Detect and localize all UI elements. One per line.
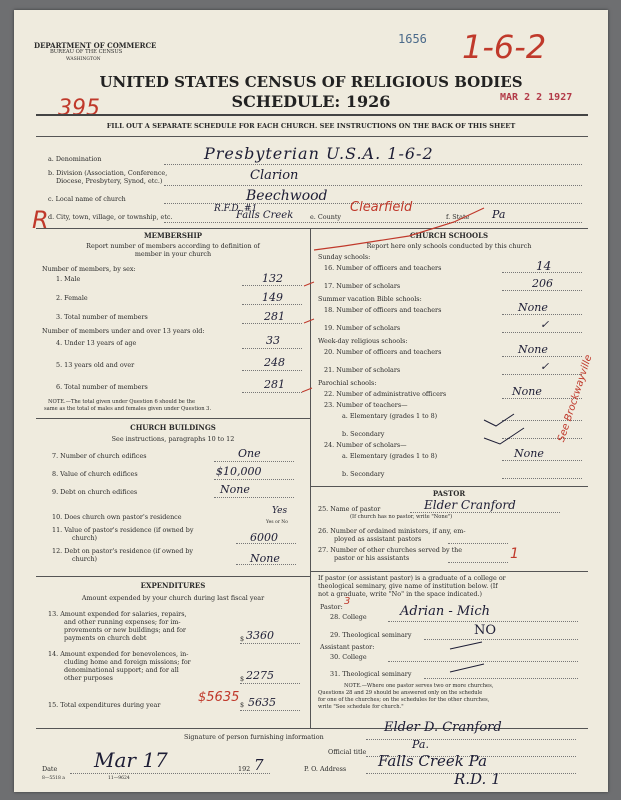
q7-value: One: [238, 447, 261, 460]
pastor-note-4: write "See schedule for church.": [318, 704, 404, 710]
q21-label: 21. Number of scholars: [324, 366, 401, 374]
q8-label: 8. Value of church edifices: [52, 470, 138, 478]
pencil-marks: [14, 10, 608, 792]
q20-label: 20. Number of officers and teachers: [324, 348, 442, 356]
city-label: d. City, town, village, or township, etc.: [48, 213, 173, 221]
year-prefix: 192: [238, 765, 251, 773]
stamp-number: 1656: [398, 32, 427, 46]
expenditures-intro: Amount expended by your church during last fiscal year: [81, 594, 265, 602]
membership-note-1: NOTE.—The total given under Question 6 should be the: [48, 399, 196, 405]
q25-sublabel: (If church has no pastor, write "None"): [350, 514, 453, 520]
q13-label-1: 13. Amount expended for salaries, repairs,: [48, 610, 187, 618]
weekday-schools-label: Week-day religious schools:: [318, 337, 408, 345]
q1-label: 1. Male: [56, 275, 81, 283]
q24-label: 24. Number of scholars—: [324, 441, 407, 449]
schools-heading: CHURCH SCHOOLS: [409, 231, 489, 240]
q15-label: 15. Total expenditures during year: [48, 701, 161, 709]
q14-label-4: other purposes: [64, 674, 113, 682]
q30-label: 30. College: [330, 653, 367, 661]
q13-label-3: provements or new buildings; and for: [64, 626, 186, 634]
q14-label-2: cluding home and foreign missions; for: [64, 658, 191, 666]
q1-value: 132: [262, 272, 283, 285]
q4-value: 33: [266, 334, 280, 347]
form-number: 8—5518 a: [42, 776, 65, 781]
q2-label: 2. Female: [56, 294, 88, 302]
q27-value: 1: [510, 546, 519, 562]
q24a-label: a. Elementary (grades 1 to 8): [342, 452, 438, 460]
graduate-instruction-1: If pastor (or assistant pastor) is a graduate of a college or: [318, 574, 506, 582]
red-margin-mark: R: [32, 206, 49, 234]
q7-label: 7. Number of church edifices: [52, 452, 147, 460]
q22-value: None: [512, 385, 542, 398]
blank-answer-strokes: [450, 642, 484, 672]
local-name-value: Beechwood: [246, 188, 328, 204]
q21-check: ✓: [540, 360, 550, 373]
rfd-note: R.F.D. #1: [214, 204, 258, 214]
q26-label-2: ployed as assistant pastors: [334, 535, 422, 543]
q8-value: $10,000: [216, 465, 262, 478]
form-title: UNITED STATES CENSUS OF RELIGIOUS BODIES: [99, 73, 523, 91]
q27-label-1: 27. Number of other churches served by the: [318, 546, 463, 554]
q9-label: 9. Debt on church edifices: [52, 488, 138, 496]
q12-value: None: [250, 552, 280, 565]
q14-dollar-sign: $: [240, 675, 245, 683]
q18-label: 18. Number of officers and teachers: [324, 306, 442, 314]
q3-label: 3. Total number of members: [56, 313, 148, 321]
q23a-label: a. Elementary (grades 1 to 8): [342, 412, 438, 420]
q18-value: None: [518, 301, 548, 314]
q11-value: 6000: [250, 531, 278, 544]
pastor-red-mark: 3: [344, 596, 351, 607]
q14-value: 2275: [246, 669, 274, 682]
q23-label: 23. Number of teachers—: [324, 401, 408, 409]
form-subtitle: SCHEDULE: 1926: [231, 92, 391, 111]
brockwayville-note: See Brockwayville: [556, 353, 595, 444]
division-label-2: Diocese, Presbytery, Synod, etc.): [56, 177, 163, 185]
membership-heading: MEMBERSHIP: [143, 231, 203, 240]
signature-label: Signature of person furnishing information: [184, 733, 324, 741]
q14-label-3: denominational support; and for all: [64, 666, 179, 674]
city-label: WASHINGTON: [66, 57, 101, 62]
bureau-label: BUREAU OF THE CENSUS: [50, 49, 123, 55]
q5-label: 5. 13 years old and over: [56, 361, 135, 369]
graduate-instruction-2: theological seminary, give name of institution below. (If: [318, 582, 498, 590]
age-group-label: Number of members under and over 13 years old:: [42, 327, 205, 335]
dept-label: DEPARTMENT OF COMMERCE: [34, 41, 157, 50]
q6-value: 281: [264, 378, 285, 391]
q22-label: 22. Number of administrative officers: [324, 390, 447, 398]
membership-intro-1: Report number of members according to definition of: [86, 242, 260, 250]
parochial-schools-label: Parochial schools:: [318, 379, 377, 387]
date-label: Date: [42, 765, 58, 773]
q10-sublabel: Yes or No: [266, 520, 288, 525]
q9-value: None: [220, 483, 250, 496]
q2-value: 149: [262, 291, 283, 304]
q16-value: 14: [536, 259, 552, 273]
form-date: 11—9624: [108, 776, 130, 781]
q13-label-4: payments on church debt: [64, 634, 147, 642]
red-tick-marks: [302, 282, 314, 392]
q13-value: 3360: [246, 629, 274, 642]
q28-value: Adrian - Mich: [400, 604, 490, 619]
division-value: Clarion: [250, 168, 299, 183]
q20-value: None: [518, 343, 548, 356]
pastor-heading: PASTOR: [432, 489, 466, 498]
schools-intro: Report here only schools conducted by this church: [366, 242, 532, 250]
pastor-subheading: Pastor:: [320, 603, 343, 611]
q29-label: 29. Theological seminary: [330, 631, 412, 639]
official-title-label: Official title: [328, 748, 367, 756]
q11-label-2: church): [72, 534, 98, 542]
year-value: 7: [254, 756, 264, 774]
state-value: Pa: [492, 208, 506, 221]
q12-label: 12. Debt on pastor's residence (if owned by: [52, 547, 194, 555]
local-name-label: c. Local name of church: [48, 195, 126, 203]
graduate-instruction-3: not a graduate, write "No" in the space indicated.): [318, 590, 483, 598]
county-value: Clearfield: [350, 200, 413, 215]
q12-label-2: church): [72, 555, 98, 563]
q19-check: ✓: [540, 318, 550, 331]
q3-value: 281: [264, 310, 285, 323]
q15-value: 5635: [248, 696, 276, 709]
q24a-value: None: [514, 447, 544, 460]
membership-note-2: same as the total of males and females given under Question 3.: [44, 406, 212, 412]
denomination-value: Presbyterian U.S.A. 1-6-2: [204, 144, 434, 163]
q14-label-1: 14. Amount expended for benevolences, in-: [48, 650, 189, 658]
denomination-label: a. Denomination: [48, 155, 102, 163]
county-label: e. County: [310, 213, 341, 221]
q19-label: 19. Number of scholars: [324, 324, 401, 332]
q24b-label: b. Secondary: [342, 470, 385, 478]
census-schedule-sheet: [14, 10, 608, 792]
q5-value: 248: [264, 356, 285, 369]
q28-label: 28. College: [330, 613, 367, 621]
q6-label: 6. Total number of members: [56, 383, 148, 391]
division-label: b. Division (Association, Conference,: [48, 169, 168, 177]
pastor-note-2: Questions 28 and 29 should be answered only on the schedule: [318, 690, 483, 696]
q4-label: 4. Under 13 years of age: [56, 339, 137, 347]
official-title-value: Pa.: [412, 738, 429, 751]
received-date-stamp: MAR 2 2 1927: [500, 92, 573, 103]
summer-schools-label: Summer vacation Bible schools:: [318, 295, 422, 303]
q10-value: Yes: [272, 506, 288, 516]
q25-label: 25. Name of pastor: [318, 505, 381, 513]
q27-label-2: pastor or his assistants: [334, 554, 410, 562]
check-marks: [484, 414, 524, 444]
q13-label-2: and other running expenses; for im-: [64, 618, 181, 626]
q15-red-value: $5635: [198, 690, 240, 705]
state-label: f. State: [446, 213, 470, 221]
members-by-sex-label: Number of members, by sex:: [42, 265, 136, 273]
po-address-value-2: R.D. 1: [454, 770, 501, 788]
signature-value: Elder D. Cranford: [384, 720, 502, 735]
red-pencil-stroke: [314, 208, 484, 250]
q31-label: 31. Theological seminary: [330, 670, 412, 678]
q16-label: 16. Number of officers and teachers: [324, 264, 442, 272]
q23b-label: b. Secondary: [342, 430, 385, 438]
date-value: Mar 17: [94, 748, 168, 772]
q29-value: NO: [474, 623, 497, 638]
pastor-note-3: for one of the churches; on the schedules for the other churches,: [318, 697, 490, 703]
q25-value: Elder Cranford: [424, 498, 516, 512]
buildings-intro: See instructions, paragraphs 10 to 12: [111, 435, 235, 443]
expenditures-heading: EXPENDITURES: [140, 581, 206, 590]
q26-label-1: 26. Number of ordained ministers, if any, em-: [318, 527, 466, 535]
q11-label: 11. Value of pastor's residence (if owned by: [52, 526, 194, 534]
red-number-annotation: 395: [58, 96, 100, 121]
red-code-annotation: 1-6-2: [462, 28, 547, 66]
po-address-value: Falls Creek Pa: [378, 752, 488, 770]
q15-dollar-sign: $: [240, 701, 245, 709]
separate-schedule-instruction: FILL OUT A SEPARATE SCHEDULE FOR EACH CHURCH. SEE INSTRUCTIONS ON THE BACK OF THIS SHEET: [106, 122, 516, 130]
membership-intro-2: member in your church: [134, 250, 212, 258]
pastor-note-1: NOTE.—Where one pastor serves two or more churches,: [344, 683, 494, 689]
q10-label: 10. Does church own pastor's residence: [52, 513, 182, 521]
q17-value: 206: [532, 277, 553, 290]
q13-dollar-sign: $: [240, 635, 245, 643]
po-address-label: P. O. Address: [304, 765, 347, 773]
sunday-schools-label: Sunday schools:: [318, 253, 371, 261]
q17-label: 17. Number of scholars: [324, 282, 401, 290]
city-value: Falls Creek: [236, 210, 294, 221]
assistant-pastor-subheading: Assistant pastor:: [320, 643, 375, 651]
buildings-heading: CHURCH BUILDINGS: [130, 423, 216, 432]
